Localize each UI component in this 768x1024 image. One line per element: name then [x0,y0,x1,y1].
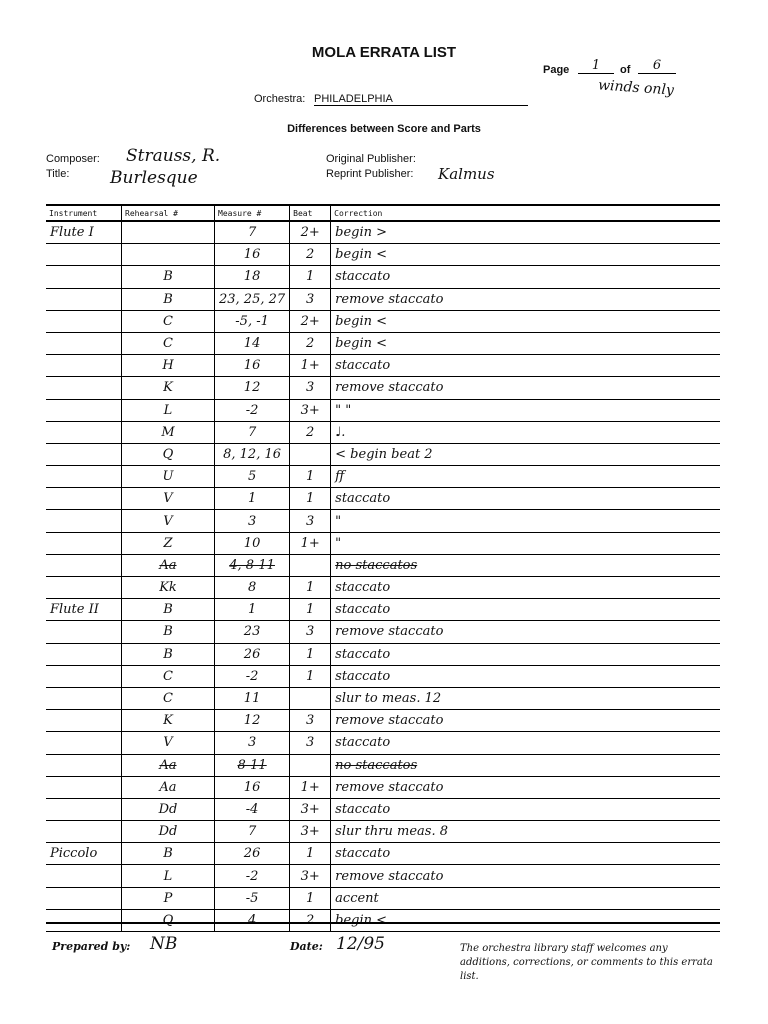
instrument-cell [46,332,122,354]
instrument-cell [46,310,122,332]
table-row [46,732,720,754]
correction-cell: begin < [331,332,720,354]
instrument-cell [46,865,122,887]
instrument-cell: Flute II [46,599,122,621]
table-row [46,798,720,820]
instrument-cell [46,687,122,709]
instrument-cell [46,288,122,310]
measure-cell: 8, 12, 16 [215,443,290,465]
instrument-cell [46,399,122,421]
measure-cell: 16 [215,355,290,377]
table-row [46,710,720,732]
table-row [46,377,720,399]
measure-cell: -5 [215,887,290,909]
correction-cell: remove staccato [331,621,720,643]
instrument-cell [46,776,122,798]
measure-cell: 14 [215,332,290,354]
table-row [46,643,720,665]
measure-cell: 16 [215,776,290,798]
measure-cell: 26 [215,843,290,865]
table-row [46,288,720,310]
measure-cell: 7 [215,221,290,244]
measure-cell: 23, 25, 27 [215,288,290,310]
correction-cell: staccato [331,577,720,599]
table-row [46,665,720,687]
rehearsal-cell: L [122,399,215,421]
measure-cell: 1 [215,599,290,621]
table-row [46,443,720,465]
beat-cell [290,554,331,576]
correction-cell: begin < [331,909,720,931]
beat-cell: 1 [290,466,331,488]
rehearsal-cell: Aa [122,754,215,776]
table-row [46,221,720,244]
instrument-cell [46,621,122,643]
correction-cell: " " [331,399,720,421]
beat-cell: 3 [290,288,331,310]
composer-value: Strauss, R. [126,146,221,166]
rehearsal-cell: Dd [122,821,215,843]
rehearsal-cell [122,244,215,266]
correction-cell: ♩. [331,421,720,443]
correction-cell: remove staccato [331,710,720,732]
table-row [46,577,720,599]
table-row [46,488,720,510]
instrument-cell: Piccolo [46,843,122,865]
rehearsal-cell: B [122,266,215,288]
rehearsal-cell: M [122,421,215,443]
instrument-cell [46,798,122,820]
rehearsal-cell: Q [122,909,215,931]
correction-cell: staccato [331,665,720,687]
correction-cell: remove staccato [331,776,720,798]
measure-cell: 3 [215,732,290,754]
rehearsal-cell: Z [122,532,215,554]
correction-cell: staccato [331,488,720,510]
beat-cell: 1 [290,887,331,909]
orchestra-label: Orchestra: [254,93,306,105]
instrument-cell [46,887,122,909]
rehearsal-cell: K [122,710,215,732]
col-measure: Measure # [215,205,290,221]
original-publisher-label: Original Publisher: [326,153,416,165]
table-row [46,599,720,621]
orchestra-value: PHILADELPHIA [314,93,528,106]
measure-cell: -2 [215,665,290,687]
rehearsal-cell: C [122,332,215,354]
instrument-cell: Flute I [46,221,122,244]
rehearsal-cell: Aa [122,554,215,576]
subtitle: Differences between Score and Parts [287,123,481,135]
beat-cell: 3 [290,377,331,399]
rehearsal-cell: Q [122,443,215,465]
correction-cell: staccato [331,643,720,665]
measure-cell: 7 [215,821,290,843]
rehearsal-cell: Aa [122,776,215,798]
page-number: 1 [578,58,614,74]
beat-cell: 1 [290,665,331,687]
rehearsal-cell: V [122,488,215,510]
beat-cell: 1+ [290,355,331,377]
instrument-cell [46,532,122,554]
instrument-cell [46,466,122,488]
beat-cell [290,754,331,776]
table-row [46,532,720,554]
correction-cell: staccato [331,843,720,865]
beat-cell: 1 [290,843,331,865]
rehearsal-cell: V [122,732,215,754]
beat-cell: 2+ [290,221,331,244]
correction-cell: staccato [331,266,720,288]
footer-note: The orchestra library staff welcomes any additions, corrections, or comments to this errata list. [460,943,713,982]
page-title: MOLA ERRATA LIST [311,44,457,61]
beat-cell: 3 [290,621,331,643]
correction-cell: no staccatos [331,554,720,576]
measure-cell: -5, -1 [215,310,290,332]
table-body [46,221,720,932]
rehearsal-cell: B [122,599,215,621]
measure-cell: 7 [215,421,290,443]
instrument-cell [46,355,122,377]
measure-cell: 12 [215,377,290,399]
measure-cell: 10 [215,532,290,554]
beat-cell: 3+ [290,399,331,421]
title-label: Title: [46,168,70,180]
measure-cell: 4, 8-11 [215,554,290,576]
table-row [46,776,720,798]
beat-cell: 1+ [290,532,331,554]
table-row [46,399,720,421]
correction-cell: " [331,532,720,554]
correction-cell: no staccatos [331,754,720,776]
date-value: 12/95 [336,934,385,954]
beat-cell: 2 [290,244,331,266]
instrument-cell [46,421,122,443]
rehearsal-cell: C [122,687,215,709]
table-row [46,244,720,266]
measure-cell: 16 [215,244,290,266]
beat-cell [290,443,331,465]
rehearsal-cell: U [122,466,215,488]
beat-cell: 2+ [290,310,331,332]
measure-cell: 1 [215,488,290,510]
instrument-cell [46,732,122,754]
instrument-cell [46,710,122,732]
correction-cell: staccato [331,355,720,377]
instrument-cell [46,821,122,843]
instrument-cell [46,754,122,776]
measure-cell: 18 [215,266,290,288]
measure-cell: 12 [215,710,290,732]
correction-cell: accent [331,887,720,909]
beat-cell [290,687,331,709]
table-bottom-rule [46,922,720,924]
correction-cell: remove staccato [331,288,720,310]
table-header-row [46,205,720,221]
correction-cell: slur to meas. 12 [331,687,720,709]
measure-cell: 26 [215,643,290,665]
instrument-cell [46,510,122,532]
rehearsal-cell: B [122,288,215,310]
instrument-cell [46,665,122,687]
beat-cell: 1+ [290,776,331,798]
measure-cell: -2 [215,865,290,887]
table-row [46,754,720,776]
instrument-cell [46,909,122,931]
correction-cell: staccato [331,732,720,754]
beat-cell: 3+ [290,821,331,843]
instrument-cell [46,377,122,399]
table-row [46,821,720,843]
correction-cell: remove staccato [331,377,720,399]
composer-label: Composer: [46,153,100,165]
beat-cell: 1 [290,488,331,510]
correction-cell: begin < [331,310,720,332]
table-row [46,909,720,931]
rehearsal-cell: L [122,865,215,887]
rehearsal-cell [122,221,215,244]
beat-cell: 2 [290,332,331,354]
measure-cell: 23 [215,621,290,643]
instrument-cell [46,643,122,665]
instrument-cell [46,554,122,576]
beat-cell: 3 [290,732,331,754]
rehearsal-cell: B [122,643,215,665]
reprint-publisher-value: Kalmus [438,165,495,183]
measure-cell: 8 [215,577,290,599]
prepared-by-value: NB [150,934,178,954]
correction-cell: begin < [331,244,720,266]
measure-cell: 4 [215,909,290,931]
beat-cell: 1 [290,577,331,599]
beat-cell: 3+ [290,865,331,887]
table-row [46,554,720,576]
beat-cell: 1 [290,266,331,288]
measure-cell: -2 [215,399,290,421]
correction-cell: begin > [331,221,720,244]
table-row [46,355,720,377]
page-total: 6 [638,58,676,74]
measure-cell: 11 [215,687,290,709]
table-row [46,865,720,887]
table-row [46,332,720,354]
col-instrument: Instrument [46,205,122,221]
errata-table [46,204,720,932]
correction-cell: remove staccato [331,865,720,887]
instrument-cell [46,488,122,510]
instrument-cell [46,577,122,599]
measure-cell: 8-11 [215,754,290,776]
correction-cell: " [331,510,720,532]
beat-cell: 1 [290,643,331,665]
beat-cell: 3+ [290,798,331,820]
table-row [46,266,720,288]
table-row [46,510,720,532]
col-beat: Beat [290,205,331,221]
col-rehearsal: Rehearsal # [122,205,215,221]
rehearsal-cell: C [122,665,215,687]
table-row [46,621,720,643]
table-row [46,466,720,488]
rehearsal-cell: B [122,843,215,865]
reprint-publisher-label: Reprint Publisher: [326,168,414,180]
table-row [46,887,720,909]
beat-cell: 2 [290,909,331,931]
rehearsal-cell: C [122,310,215,332]
correction-cell: slur thru meas. 8 [331,821,720,843]
table-row [46,310,720,332]
measure-cell: -4 [215,798,290,820]
rehearsal-cell: V [122,510,215,532]
rehearsal-cell: Kk [122,577,215,599]
beat-cell: 3 [290,510,331,532]
page-label: Page [543,64,570,76]
rehearsal-cell: K [122,377,215,399]
instrument-cell [46,443,122,465]
of-label: of [620,64,631,76]
measure-cell: 5 [215,466,290,488]
rehearsal-cell: H [122,355,215,377]
prepared-by-label: Prepared by: [52,940,131,953]
correction-cell: ff [331,466,720,488]
title-value: Burlesque [110,168,198,188]
instrument-cell [46,244,122,266]
table-row [46,687,720,709]
beat-cell: 1 [290,599,331,621]
table-row [46,843,720,865]
correction-cell: staccato [331,599,720,621]
correction-cell: staccato [331,798,720,820]
beat-cell: 3 [290,710,331,732]
rehearsal-cell: Dd [122,798,215,820]
rehearsal-cell: B [122,621,215,643]
table-row [46,421,720,443]
col-correction: Correction [331,205,720,221]
beat-cell: 2 [290,421,331,443]
correction-cell: < begin beat 2 [331,443,720,465]
instrument-cell [46,266,122,288]
date-label: Date: [290,940,323,953]
rehearsal-cell: P [122,887,215,909]
winds-only-note: winds only [597,77,675,99]
measure-cell: 3 [215,510,290,532]
